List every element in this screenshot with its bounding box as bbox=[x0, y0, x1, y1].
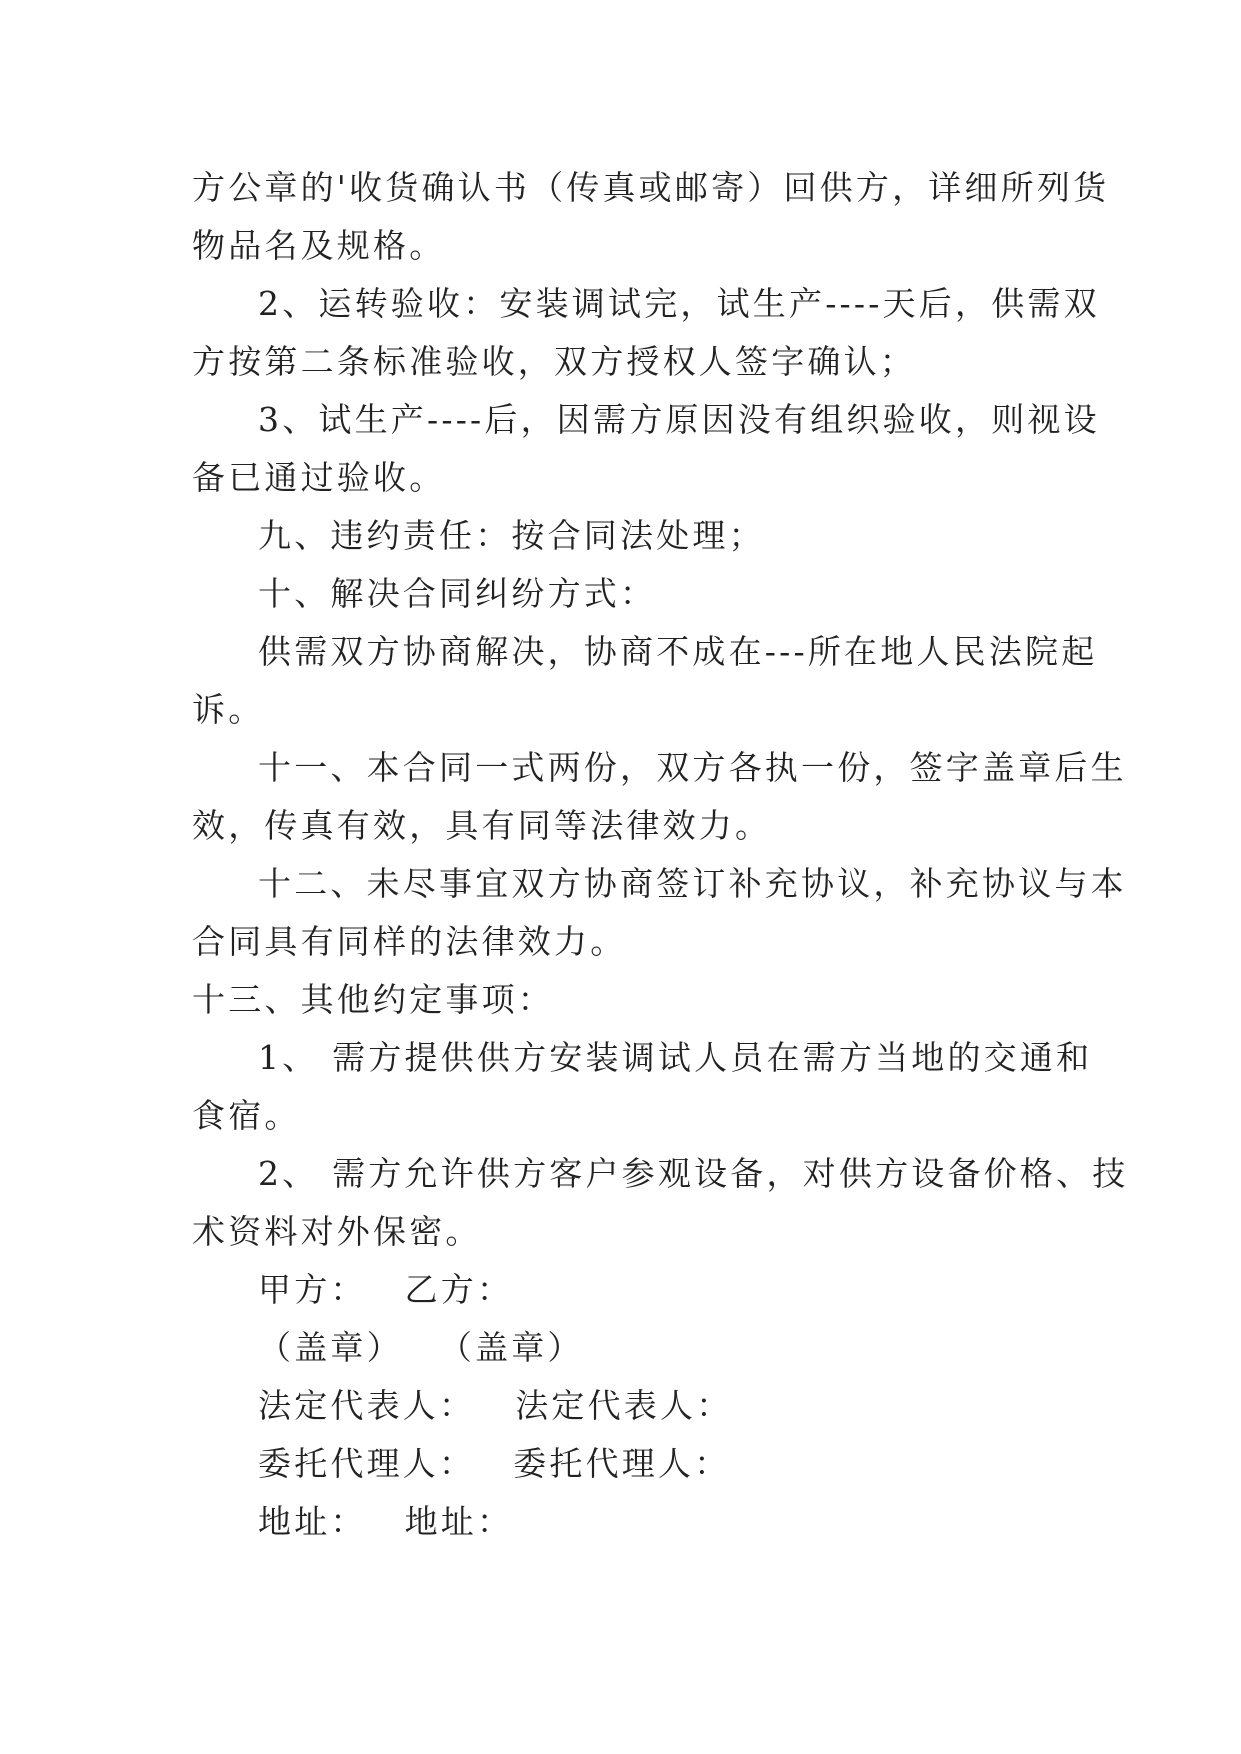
clause-trial-production: 3、试生产----后，因需方原因没有组织验收，则视设 bbox=[258, 400, 1100, 439]
body-line-14: 合同具有同样的法律效力。 bbox=[192, 922, 627, 961]
clause-breach-liability: 九、违约责任：按合同法处理； bbox=[258, 516, 765, 555]
clause-acceptance-running: 2、运转验收：安装调试完，试生产----天后，供需双 bbox=[258, 284, 1100, 323]
body-line-1: 方公章的'收货确认书（传真或邮寄）回供方，详细所列货 bbox=[192, 168, 1110, 207]
party-a-label: 甲方： bbox=[258, 1270, 367, 1309]
signature-legal-rep-row bbox=[192, 1377, 1052, 1435]
clause-supplementary: 十二、未尽事宜双方协商签订补充协议，补充协议与本 bbox=[258, 864, 1127, 903]
contract-body bbox=[192, 159, 1129, 1551]
agent-a-label: 委托代理人： bbox=[258, 1444, 476, 1483]
clause-copies: 十一、本合同一式两份，双方各执一份，签字盖章后生 bbox=[258, 748, 1127, 787]
body-line-6: 备已通过验收。 bbox=[192, 458, 446, 497]
address-b-label: 地址： bbox=[404, 1502, 514, 1541]
clause-dispute-resolution: 十、解决合同纠纷方式： bbox=[258, 574, 657, 613]
signature-agent-row bbox=[192, 1435, 1052, 1493]
body-line-17: 食宿。 bbox=[192, 1096, 301, 1135]
signature-seal-row bbox=[192, 1319, 1052, 1377]
body-line-4: 方按第二条标准验收，双方授权人签字确认； bbox=[192, 342, 916, 381]
agent-b-label: 委托代理人： bbox=[513, 1444, 731, 1483]
seal-b-label: （盖章） bbox=[438, 1328, 584, 1367]
legal-rep-a-label: 法定代表人： bbox=[258, 1386, 476, 1425]
address-a-label: 地址： bbox=[258, 1502, 367, 1541]
body-line-12: 效，传真有效，具有同等法律效力。 bbox=[192, 806, 772, 845]
clause-other-matters: 十三、其他约定事项： bbox=[192, 980, 554, 1019]
other-matter-2: 2、 需方允许供方客户参观设备，对供方设备价格、技 bbox=[258, 1154, 1129, 1193]
dispute-resolution-text: 供需双方协商解决，协商不成在---所在地人民法院起 bbox=[258, 632, 1098, 671]
body-line-19: 术资料对外保密。 bbox=[192, 1212, 482, 1251]
signature-party-row bbox=[192, 1261, 1052, 1319]
other-matter-1: 1、 需方提供供方安装调试人员在需方当地的交通和 bbox=[258, 1038, 1093, 1077]
body-line-2: 物品名及规格。 bbox=[192, 226, 446, 265]
signature-address-row bbox=[192, 1493, 1052, 1551]
seal-a-label: （盖章） bbox=[258, 1328, 403, 1367]
party-b-label: 乙方： bbox=[404, 1270, 514, 1309]
body-line-10: 诉。 bbox=[192, 690, 265, 729]
legal-rep-b-label: 法定代表人： bbox=[515, 1386, 733, 1425]
